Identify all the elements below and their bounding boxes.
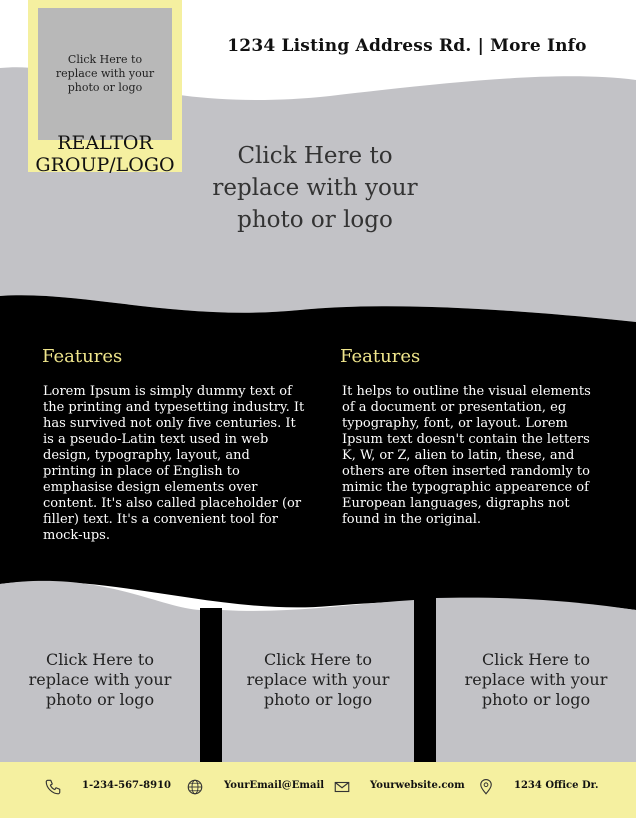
footer-website[interactable]: Yourwebsite.com bbox=[370, 780, 465, 791]
gallery-photo-label-3: Click Here to replace with your photo or logo bbox=[464, 650, 608, 709]
gallery-photo-label-1: Click Here to replace with your photo or logo bbox=[28, 650, 172, 709]
phone-icon bbox=[44, 778, 62, 796]
gallery-divider-1 bbox=[200, 608, 222, 762]
envelope-icon bbox=[333, 778, 351, 796]
location-pin-icon bbox=[477, 778, 495, 796]
features-body-right: It helps to outline the visual elements of a document or presentation, eg typography, font, or layout. Lorem Ipsum text doesn't contain the letters K, W, or Z, alien to latin, these, and others are often inserted randomly to mimic the typographic appearence of European languages, digraphs not found in the original. bbox=[342, 384, 591, 527]
realtor-logo-box bbox=[28, 0, 182, 176]
footer-phone[interactable]: 1-234-567-8910 bbox=[82, 780, 171, 791]
logo-photo-placeholder[interactable] bbox=[38, 8, 172, 140]
gallery-photo-placeholder-1[interactable] bbox=[20, 640, 180, 720]
listing-address[interactable]: 1234 Listing Address Rd. | More Info bbox=[227, 36, 587, 56]
contact-footer bbox=[0, 762, 636, 818]
realtor-group-logo-text: REALTOR GROUP/LOGO bbox=[35, 132, 175, 176]
main-photo-placeholder[interactable] bbox=[190, 138, 440, 238]
globe-icon bbox=[186, 778, 204, 796]
gallery-photo-placeholder-3[interactable] bbox=[456, 640, 616, 720]
features-title-left: Features bbox=[42, 346, 123, 367]
gallery-photo-label-2: Click Here to replace with your photo or logo bbox=[246, 650, 390, 709]
footer-office[interactable]: 1234 Office Dr. bbox=[514, 780, 599, 791]
features-title-right: Features bbox=[340, 346, 421, 367]
footer-email[interactable]: YourEmail@Email bbox=[224, 780, 325, 791]
gallery-photo-placeholder-2[interactable] bbox=[238, 640, 398, 720]
logo-photo-label: Click Here to replace with your photo or logo bbox=[55, 53, 155, 94]
main-photo-label: Click Here to replace with your photo or logo bbox=[212, 143, 418, 233]
gallery-divider-2 bbox=[414, 598, 436, 762]
features-body-left: Lorem Ipsum is simply dummy text of the printing and typesetting industry. It has survived not only five centuries. It is a pseudo-Latin text used in web design, typography, layout, and printing in place of English to emphasise design elements over content. It's also called placeholder (or filler) text. It's a convenient tool for mock-ups. bbox=[43, 384, 305, 543]
